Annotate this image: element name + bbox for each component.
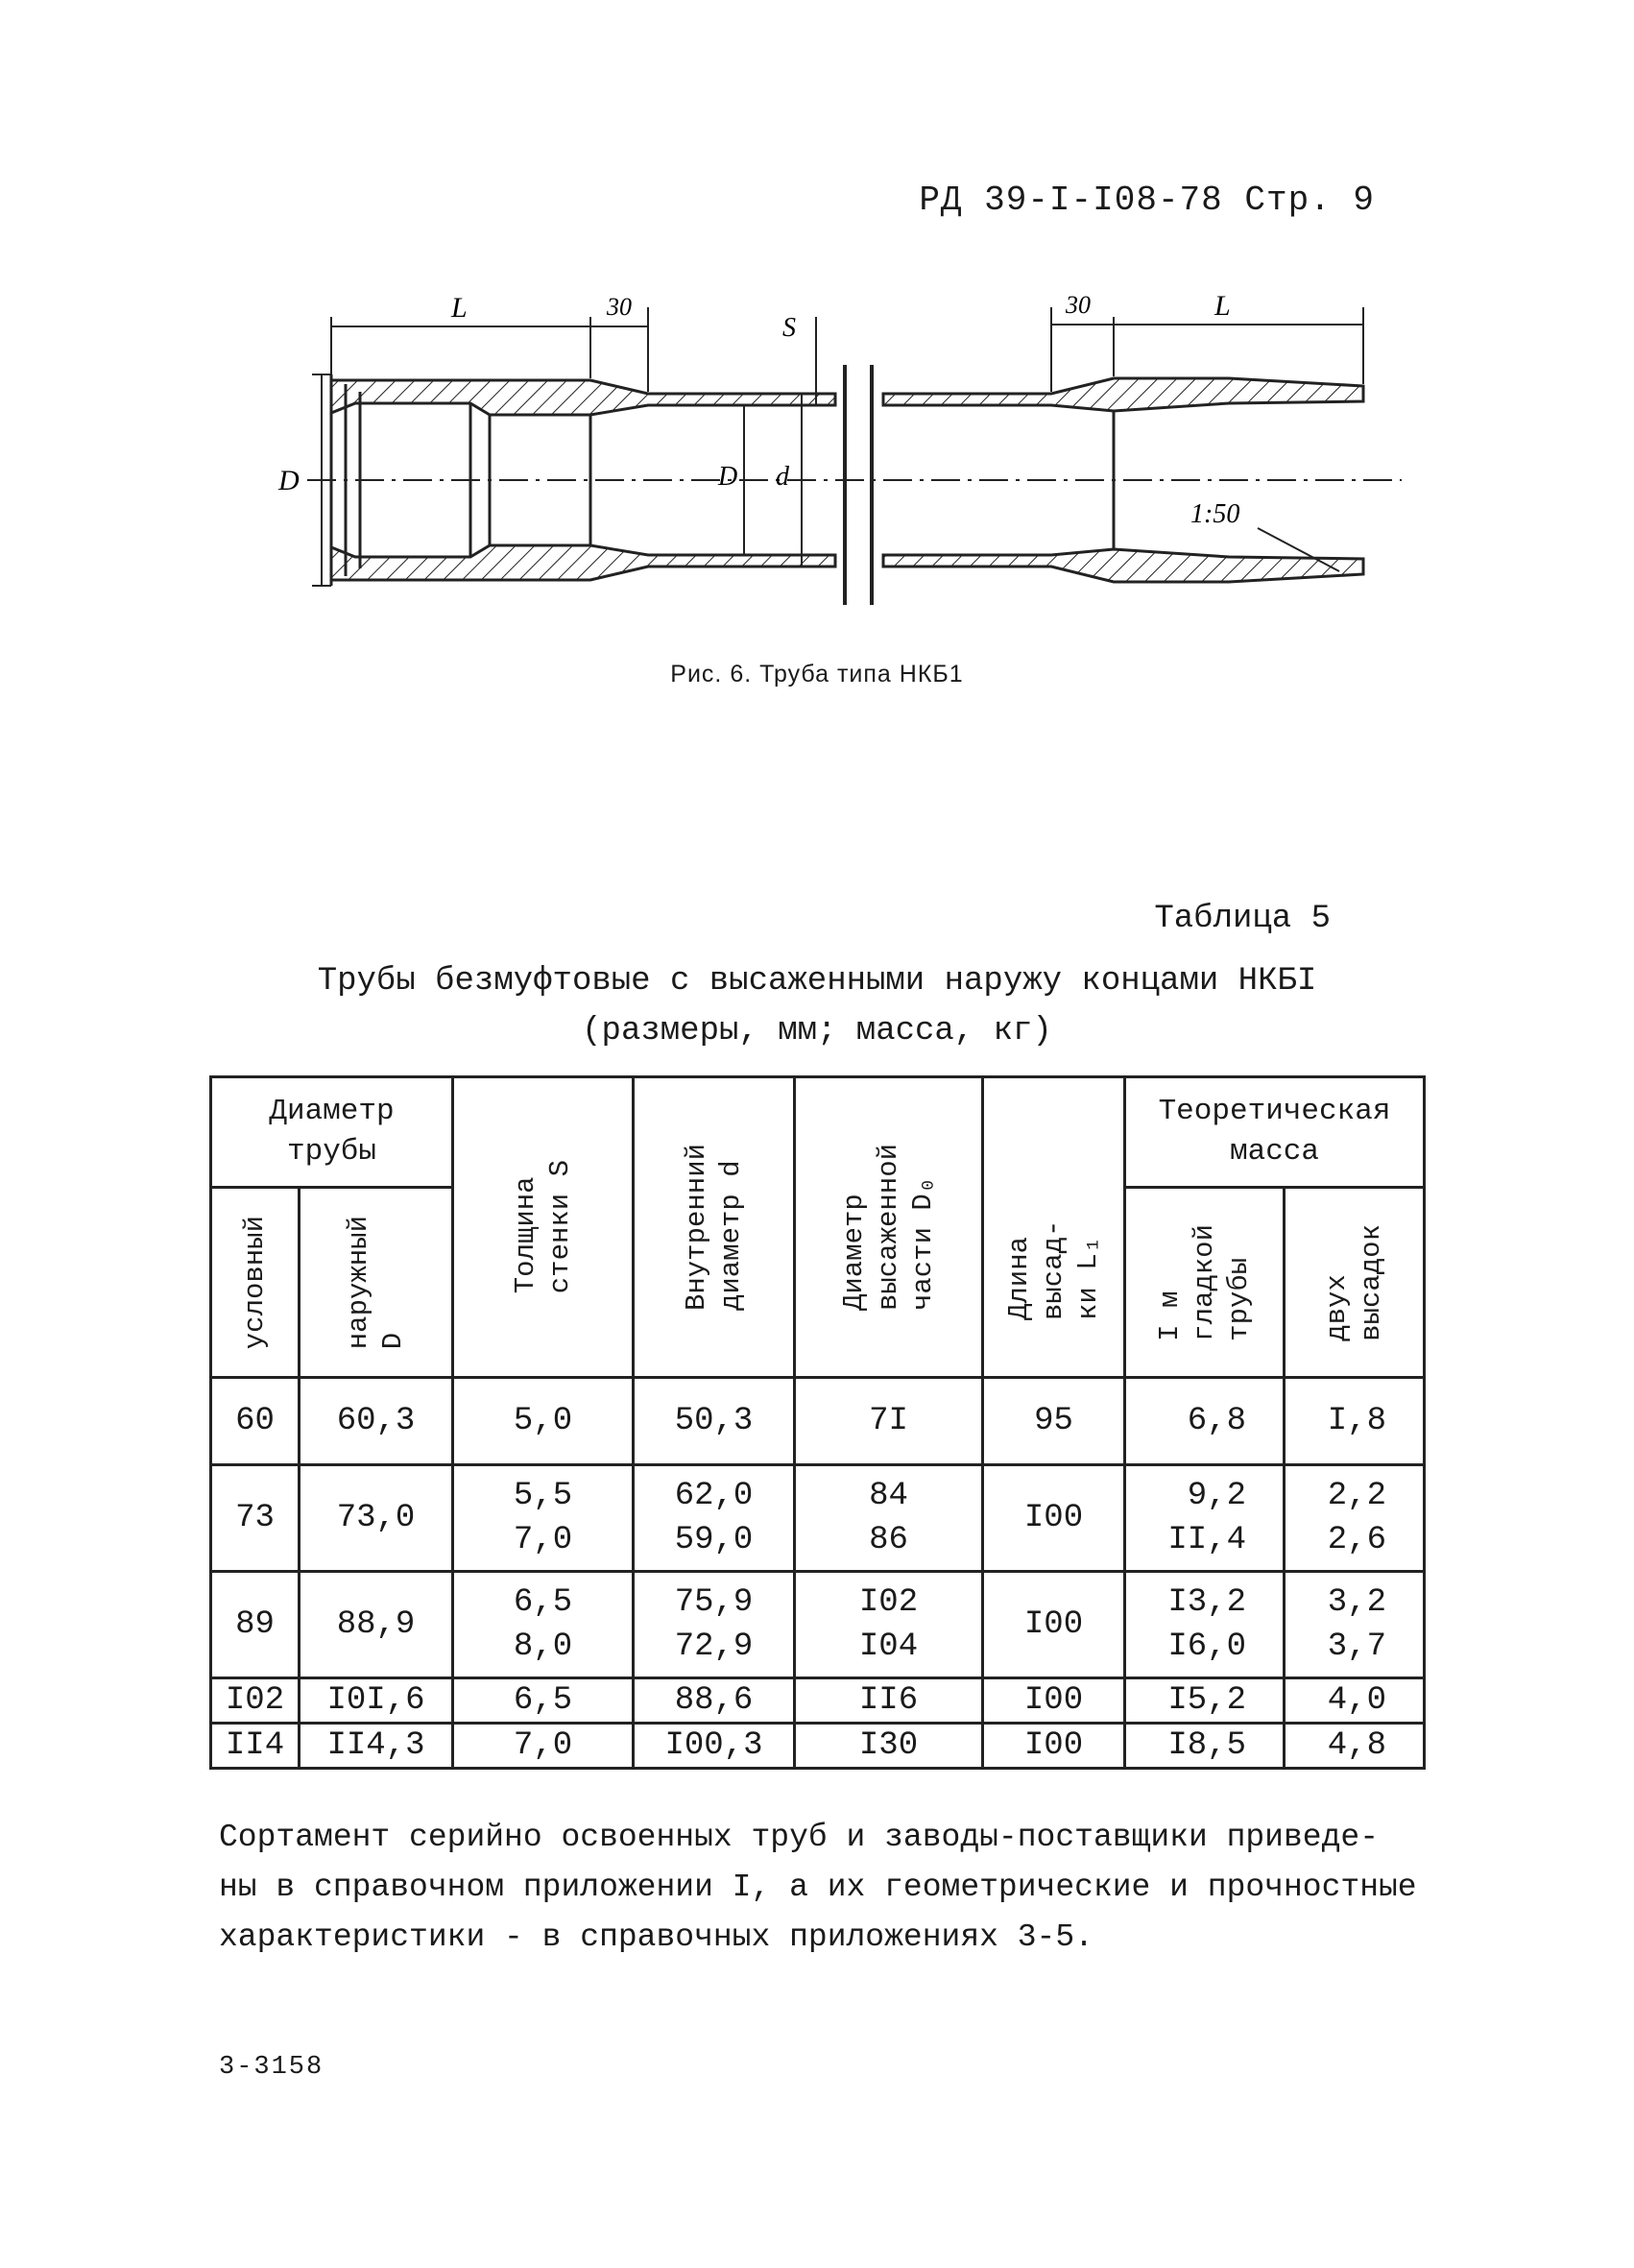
cell-cond: 89	[211, 1572, 300, 1678]
header-two-upsets: двух высадок	[1285, 1188, 1425, 1378]
cell-wall: 7,0	[453, 1724, 634, 1769]
pipe-dimensions-table	[209, 1075, 1426, 1770]
cell-m1: I5,2	[1125, 1678, 1285, 1724]
taper-label: 1:50	[1190, 499, 1240, 529]
cell-outer: 60,3	[300, 1378, 453, 1465]
cell-d0: 84 86	[795, 1465, 983, 1572]
cell-outer: I0I,6	[300, 1678, 453, 1724]
table-row	[211, 1378, 1425, 1465]
header-mass: Теоретическая масса	[1125, 1077, 1425, 1188]
table-number: Таблица 5	[1154, 901, 1331, 937]
cell-l1: 95	[983, 1378, 1125, 1465]
cell-outer: II4,3	[300, 1724, 453, 1769]
cell-l1: I00	[983, 1724, 1125, 1769]
l1-left-label: L	[451, 292, 468, 324]
table-title-line2: (размеры, мм; масса, кг)	[582, 1013, 1052, 1050]
table-row	[211, 1724, 1425, 1769]
cell-inner: 75,9 72,9	[634, 1572, 795, 1678]
cell-wall: 6,5 8,0	[453, 1572, 634, 1678]
d0-label: D	[278, 465, 300, 496]
header-inner: Внутренний диаметр d	[634, 1077, 795, 1378]
cell-m1: 6,8	[1125, 1378, 1285, 1465]
header-per-meter: I м гладкой трубы	[1125, 1188, 1285, 1378]
cell-inner: 62,0 59,0	[634, 1465, 795, 1572]
cell-inner: I00,3	[634, 1724, 795, 1769]
cell-inner: 88,6	[634, 1678, 795, 1724]
cell-l1: I00	[983, 1678, 1125, 1724]
cell-m1: 9,2 II,4	[1125, 1465, 1285, 1572]
cell-outer: 88,9	[300, 1572, 453, 1678]
header-upset-length: Длина высад- ки L₁	[983, 1077, 1125, 1378]
table-row	[211, 1465, 1425, 1572]
table-row	[211, 1678, 1425, 1724]
cell-d0: 7I	[795, 1378, 983, 1465]
l1-right-label: L	[1214, 290, 1231, 322]
cell-wall: 5,5 7,0	[453, 1465, 634, 1572]
dim-30-right-label: 30	[1066, 291, 1091, 319]
footer-paragraph: Сортамент серийно освоенных труб и заводы-поставщики приведе- ны в справочном приложении I, а их геометрические и прочностные характеристики - в справочных приложениях 3-5.	[219, 1820, 1417, 1955]
cell-m2: 3,2 3,7	[1285, 1572, 1425, 1678]
cell-m2: 4,0	[1285, 1678, 1425, 1724]
cell-m2: I,8	[1285, 1378, 1425, 1465]
cell-m1: I3,2 I6,0	[1125, 1572, 1285, 1678]
cell-d0: I02 I04	[795, 1572, 983, 1678]
cell-cond: I02	[211, 1678, 300, 1724]
header-upset-diameter: Диаметр высаженной части D₀	[795, 1077, 983, 1378]
cell-outer: 73,0	[300, 1465, 453, 1572]
table-title-line1: Трубы безмуфтовые с высаженными наружу концами НКБI	[317, 963, 1317, 1000]
header-pipe-diameter: Диаметр трубы	[211, 1077, 453, 1188]
cell-wall: 5,0	[453, 1378, 634, 1465]
header-wall: Толщина стенки S	[453, 1077, 634, 1378]
page-code: 3-3158	[219, 2053, 324, 2082]
d-outer-label: D	[718, 462, 738, 492]
figure-caption: Рис. 6. Труба типа НКБ1	[670, 661, 964, 688]
header-outer: наружный D	[300, 1188, 453, 1378]
cell-m1: I8,5	[1125, 1724, 1285, 1769]
cell-inner: 50,3	[634, 1378, 795, 1465]
cell-d0: I30	[795, 1724, 983, 1769]
cell-cond: 73	[211, 1465, 300, 1572]
header-conditional: условный	[211, 1188, 300, 1378]
cell-cond: II4	[211, 1724, 300, 1769]
pipe-drawing	[269, 278, 1421, 624]
dim-30-left-label: 30	[607, 293, 632, 321]
d-inner-label: d	[776, 462, 789, 492]
cell-l1: I00	[983, 1465, 1125, 1572]
break-lines	[845, 365, 872, 605]
cell-d0: II6	[795, 1678, 983, 1724]
cell-m2: 2,2 2,6	[1285, 1465, 1425, 1572]
cell-wall: 6,5	[453, 1678, 634, 1724]
s-label: S	[782, 313, 796, 343]
cell-l1: I00	[983, 1572, 1125, 1678]
cell-cond: 60	[211, 1378, 300, 1465]
cell-m2: 4,8	[1285, 1724, 1425, 1769]
document-header: РД 39-I-I08-78 Стр. 9	[919, 181, 1375, 220]
table-title	[0, 956, 1634, 1056]
table-row	[211, 1572, 1425, 1678]
